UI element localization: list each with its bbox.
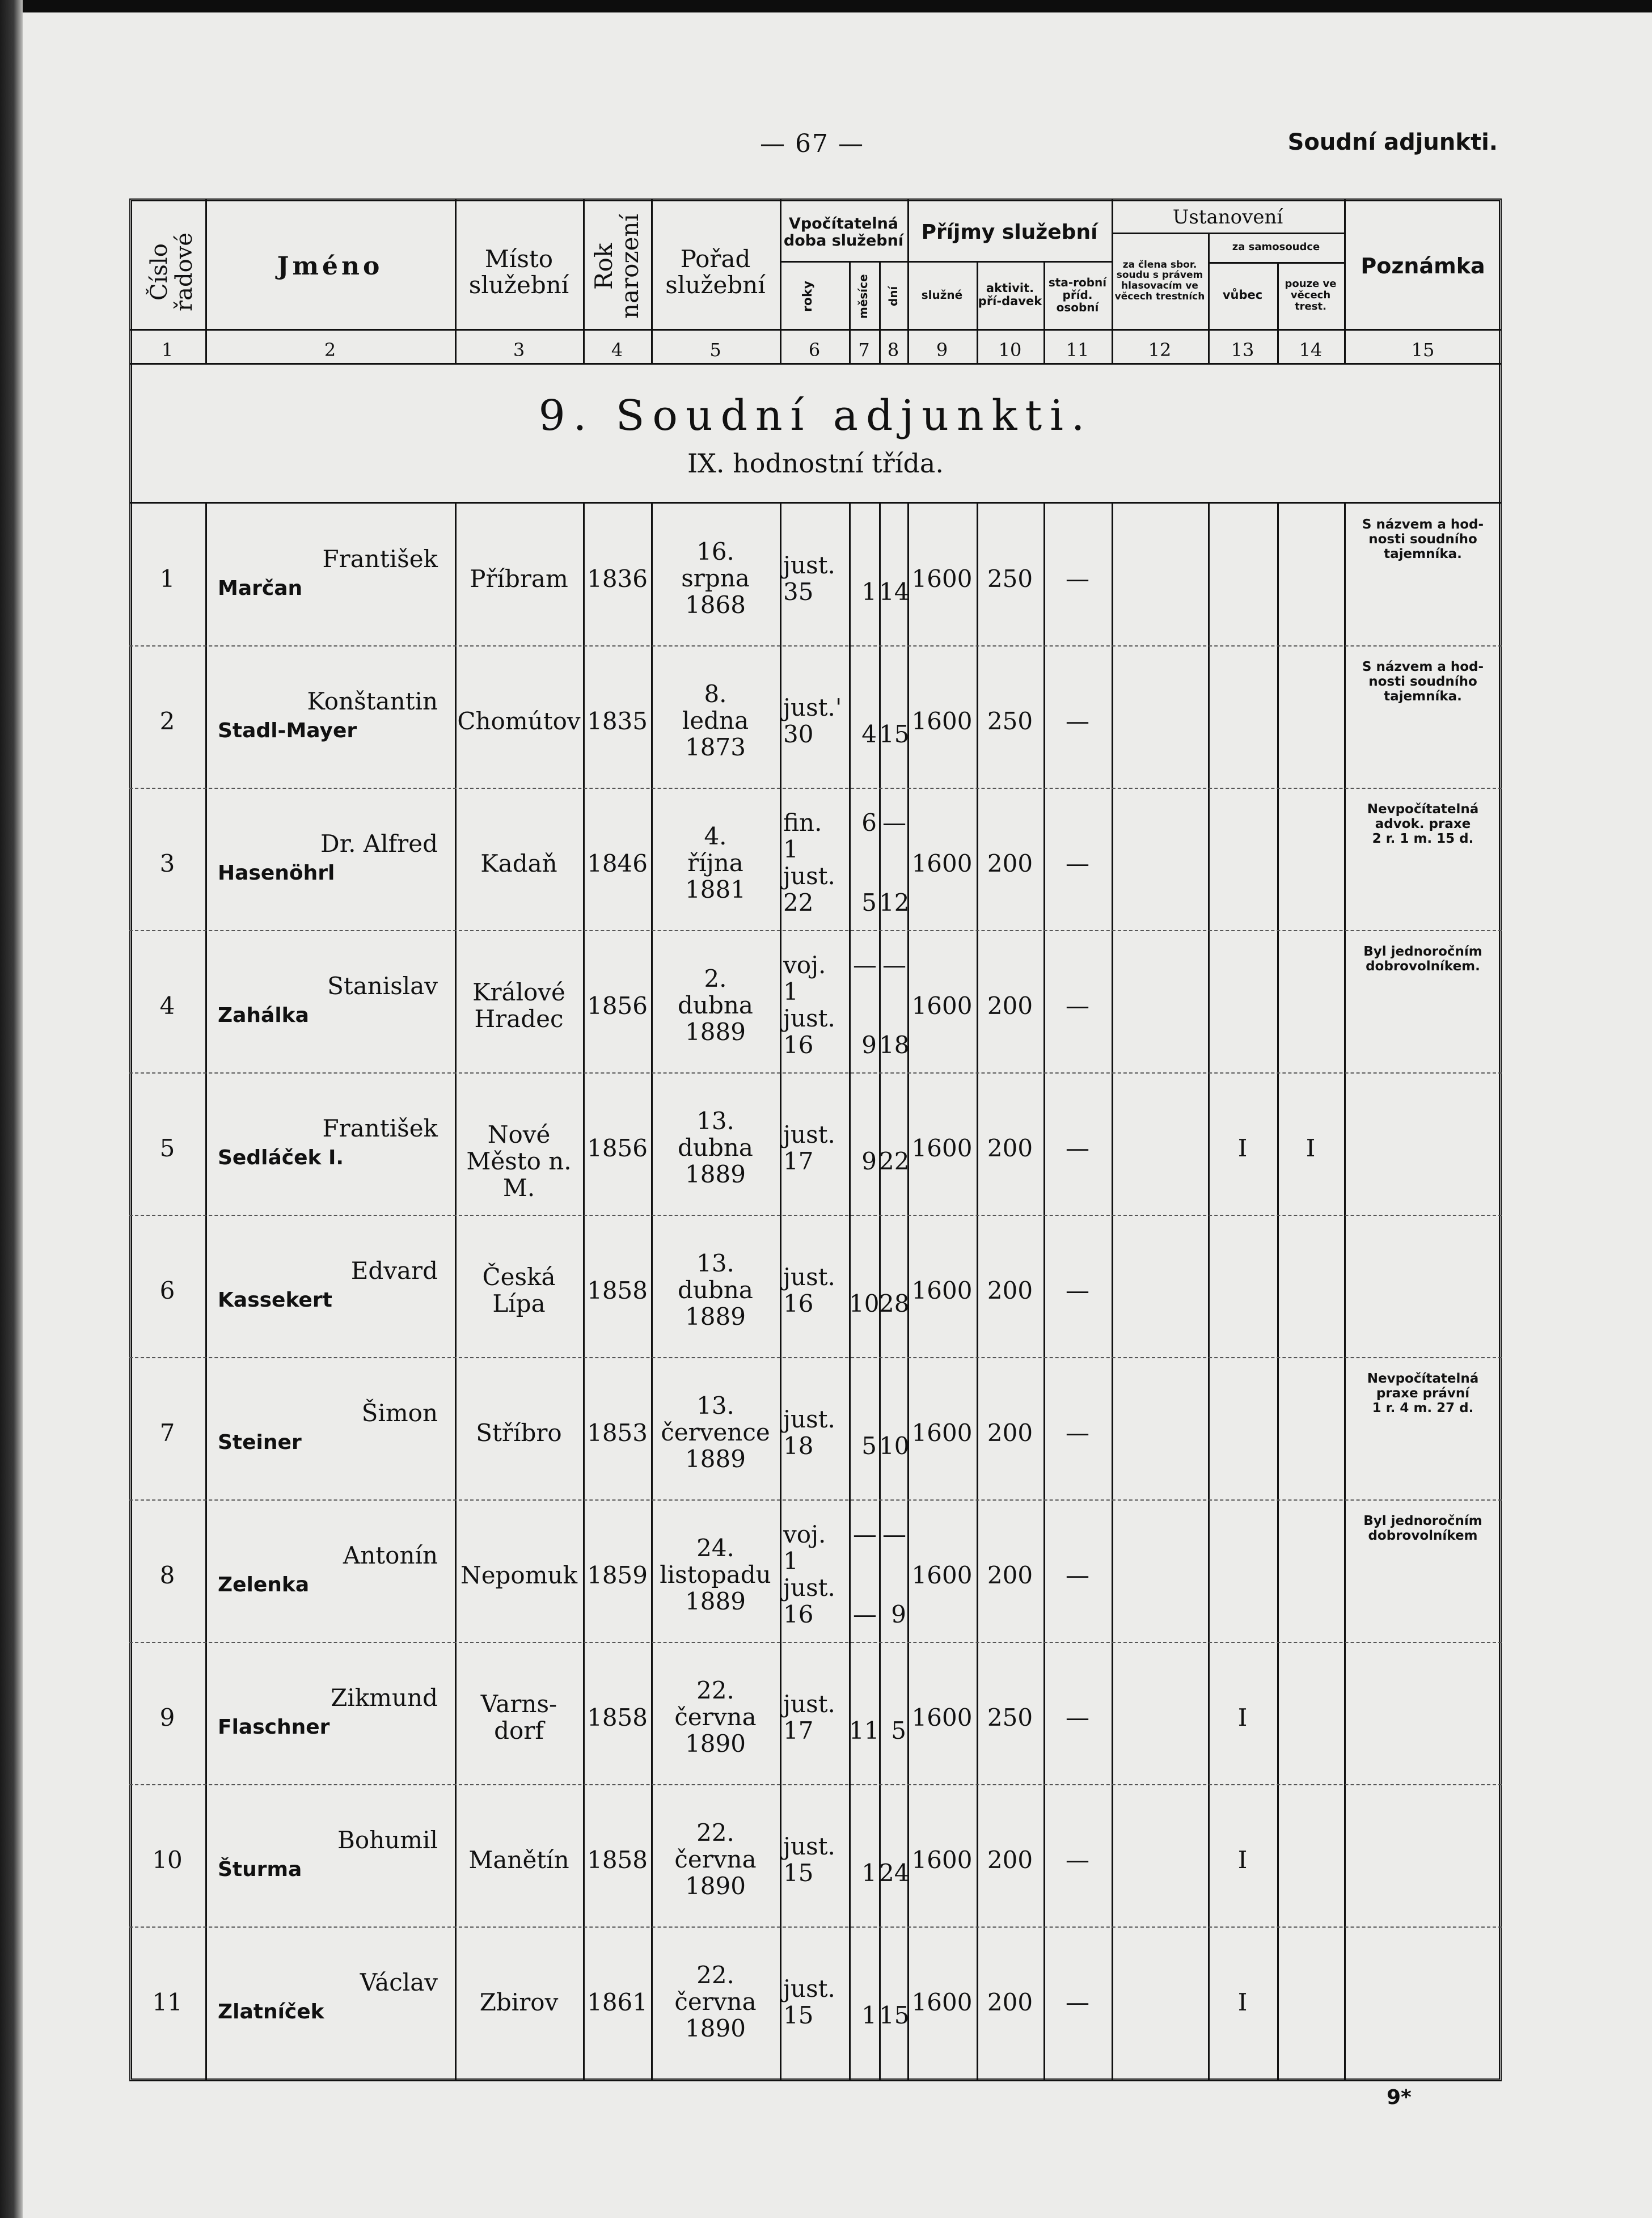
column-rule bbox=[1112, 502, 1113, 2081]
remark: Nevpočítatelná advok. praxe 2 r. 1 m. 15 d. bbox=[1367, 802, 1479, 846]
surname: Steiner bbox=[218, 1430, 302, 1454]
given-name: Dr. Alfred bbox=[320, 829, 438, 857]
col-personal-header: sta-robní příd. osobní bbox=[1048, 276, 1107, 314]
activity-bonus: 250 bbox=[987, 564, 1033, 593]
column-number: 2 bbox=[324, 339, 336, 361]
service-days: — 18 bbox=[879, 950, 910, 1059]
remark: Nevpočítatelná praxe právní 1 r. 4 m. 27 d. bbox=[1367, 1371, 1479, 1416]
column-rule bbox=[780, 502, 781, 2081]
scan-edge-top bbox=[0, 0, 1652, 12]
given-name: Bohumil bbox=[337, 1826, 438, 1854]
surname: Zelenka bbox=[218, 1573, 310, 1596]
single-judge-general: I bbox=[1237, 1703, 1248, 1731]
column-number: 6 bbox=[808, 339, 821, 361]
column-number: 4 bbox=[611, 339, 623, 361]
subheader-rule bbox=[780, 261, 907, 263]
service-months: 1 bbox=[861, 577, 877, 606]
row-separator bbox=[129, 1215, 1502, 1216]
duty-station: Stříbro bbox=[476, 1418, 562, 1447]
birth-year: 1856 bbox=[587, 991, 648, 1020]
duty-station: Příbram bbox=[470, 564, 568, 593]
service-years: voj. 1 just. 16 bbox=[783, 1520, 835, 1628]
duty-station: Nepomuk bbox=[460, 1561, 578, 1589]
column-number: 9 bbox=[936, 339, 948, 361]
activity-bonus: 200 bbox=[987, 1845, 1033, 1874]
col-general-header: vůbec bbox=[1222, 288, 1263, 302]
remark: Byl jednoročním dobrovolníkem bbox=[1363, 1514, 1482, 1543]
col-name-header: Jméno bbox=[277, 251, 383, 281]
surname: Kassekert bbox=[218, 1288, 332, 1312]
given-name: Konštantin bbox=[307, 687, 438, 715]
column-number: 5 bbox=[709, 339, 721, 361]
scan-edge-left bbox=[0, 0, 23, 2218]
col-tribunal-header: za člena sbor. soudu s právem hlasovacím ve věcech trestních bbox=[1114, 259, 1205, 302]
surname: Zlatníček bbox=[218, 2000, 324, 2023]
column-number: 8 bbox=[887, 339, 899, 361]
service-days: 5 bbox=[891, 1716, 906, 1744]
col-place-header: Místo služební bbox=[468, 244, 569, 299]
service-years: just. 18 bbox=[783, 1405, 835, 1460]
duty-station: Kadaň bbox=[480, 849, 557, 877]
signature-mark: 9* bbox=[1387, 2086, 1412, 2109]
row-number: 5 bbox=[159, 1134, 175, 1162]
personal-bonus: — bbox=[1066, 1561, 1089, 1589]
row-number: 10 bbox=[152, 1845, 183, 1874]
personal-bonus: — bbox=[1066, 1845, 1089, 1874]
activity-bonus: 200 bbox=[987, 1134, 1033, 1162]
salary: 1600 bbox=[911, 1561, 973, 1589]
personal-bonus: — bbox=[1066, 1134, 1089, 1162]
column-number: 14 bbox=[1299, 339, 1323, 361]
section-subtitle: IX. hodnostní třída. bbox=[687, 448, 944, 479]
birth-year: 1836 bbox=[587, 564, 648, 593]
given-name: Stanislav bbox=[327, 971, 438, 1000]
column-number: 13 bbox=[1231, 339, 1254, 361]
col-note-header: Poznámka bbox=[1361, 254, 1485, 279]
salary: 1600 bbox=[911, 1988, 973, 2016]
service-rank-date: 13. července 1889 bbox=[661, 1391, 770, 1473]
remark: Byl jednoročním dobrovolníkem. bbox=[1363, 944, 1482, 974]
salary: 1600 bbox=[911, 1845, 973, 1874]
service-months: 11 bbox=[849, 1716, 880, 1744]
column-number: 15 bbox=[1411, 339, 1435, 361]
column-rule bbox=[1208, 502, 1210, 2081]
service-days: 10 bbox=[879, 1431, 910, 1460]
service-months: 1 bbox=[861, 1858, 877, 1887]
col-born-header: Rok narození bbox=[589, 214, 644, 319]
duty-station: Nové Město n. M. bbox=[466, 1120, 572, 1202]
salary: 1600 bbox=[911, 1703, 973, 1731]
service-years: fin. 1 just. 22 bbox=[783, 808, 835, 916]
salary: 1600 bbox=[911, 1276, 973, 1304]
col-rank-header: Pořad služební bbox=[665, 244, 766, 299]
service-months: 4 bbox=[861, 720, 877, 748]
birth-year: 1835 bbox=[587, 707, 648, 735]
surname: Marčan bbox=[218, 576, 303, 600]
column-number: 3 bbox=[513, 339, 525, 361]
service-days: 15 bbox=[879, 720, 910, 748]
row-separator bbox=[129, 645, 1502, 647]
row-separator bbox=[129, 1784, 1502, 1785]
row-number: 2 bbox=[159, 707, 175, 735]
col-service-time-header: Vpočítatelná doba služební bbox=[783, 215, 904, 250]
row-number: 9 bbox=[159, 1703, 175, 1731]
service-months: 10 bbox=[849, 1289, 880, 1317]
service-rank-date: 22. června 1890 bbox=[674, 1818, 757, 1900]
duty-station: Manětín bbox=[468, 1845, 569, 1874]
col-salary-header: služné bbox=[921, 288, 963, 302]
col-income-header: Příjmy služební bbox=[921, 221, 1098, 244]
row-number: 8 bbox=[159, 1561, 175, 1589]
service-rank-date: 4. října 1881 bbox=[685, 822, 746, 903]
header-number-rule bbox=[129, 363, 1502, 365]
personal-bonus: — bbox=[1066, 1276, 1089, 1304]
personal-bonus: — bbox=[1066, 1418, 1089, 1447]
birth-year: 1858 bbox=[587, 1703, 648, 1731]
duty-station: Česká Lípa bbox=[482, 1262, 556, 1317]
page-number: — 67 — bbox=[760, 129, 864, 158]
row-number: 1 bbox=[159, 564, 175, 593]
col-appointment-header: Ustanovení bbox=[1172, 206, 1283, 229]
surname: Sedláček I. bbox=[218, 1146, 344, 1169]
column-number: 11 bbox=[1066, 339, 1089, 361]
column-rule bbox=[1344, 502, 1346, 2081]
salary: 1600 bbox=[911, 991, 973, 1020]
service-years: just.' 30 bbox=[783, 693, 842, 748]
service-years: voj. 1 just. 16 bbox=[783, 950, 835, 1059]
section-title: 9. Soudní adjunkti. bbox=[538, 391, 1093, 440]
row-number: 3 bbox=[159, 849, 175, 877]
duty-station: Zbirov bbox=[479, 1988, 559, 2016]
given-name: František bbox=[322, 1114, 438, 1142]
service-rank-date: 13. dubna 1889 bbox=[678, 1249, 753, 1330]
row-separator bbox=[129, 788, 1502, 789]
activity-bonus: 200 bbox=[987, 1561, 1033, 1589]
personal-bonus: — bbox=[1066, 564, 1089, 593]
birth-year: 1853 bbox=[587, 1418, 648, 1447]
column-number: 10 bbox=[998, 339, 1022, 361]
service-years: just. 15 bbox=[783, 1832, 835, 1887]
col-number-header: Číslo řadové bbox=[146, 233, 197, 312]
col-bonus-header: aktivit. pří-davek bbox=[978, 281, 1042, 308]
salary: 1600 bbox=[911, 564, 973, 593]
salary: 1600 bbox=[911, 1134, 973, 1162]
duty-station: Varns- dorf bbox=[480, 1689, 557, 1744]
service-years: just. 15 bbox=[783, 1974, 835, 2029]
service-months: 9 bbox=[861, 1147, 877, 1175]
surname: Šturma bbox=[218, 1857, 302, 1881]
column-number: 7 bbox=[858, 339, 870, 361]
service-years: just. 17 bbox=[783, 1689, 835, 1744]
service-rank-date: 2. dubna 1889 bbox=[678, 964, 753, 1046]
duty-station: Králové Hradec bbox=[472, 978, 565, 1033]
row-separator bbox=[129, 930, 1502, 931]
surname: Flaschner bbox=[218, 1715, 330, 1739]
surname: Hasenöhrl bbox=[218, 861, 335, 885]
header-rule bbox=[129, 329, 1502, 331]
birth-year: 1858 bbox=[587, 1845, 648, 1874]
birth-year: 1861 bbox=[587, 1988, 648, 2016]
remark: S názvem a hod- nosti soudního tajemníka. bbox=[1362, 660, 1484, 704]
personal-bonus: — bbox=[1066, 1703, 1089, 1731]
activity-bonus: 250 bbox=[987, 1703, 1033, 1731]
row-separator bbox=[129, 1927, 1502, 1928]
service-rank-date: 22. června 1890 bbox=[674, 1961, 757, 2042]
service-months: — 9 bbox=[853, 950, 877, 1059]
service-days: 22 bbox=[879, 1147, 910, 1175]
single-judge-general: I bbox=[1237, 1988, 1248, 2016]
single-judge-criminal: I bbox=[1305, 1134, 1316, 1162]
activity-bonus: 200 bbox=[987, 1418, 1033, 1447]
service-days: — 12 bbox=[879, 808, 910, 916]
given-name: Antonín bbox=[343, 1541, 438, 1569]
given-name: Zikmund bbox=[331, 1683, 438, 1712]
column-number: 12 bbox=[1148, 339, 1172, 361]
personal-bonus: — bbox=[1066, 1988, 1089, 2016]
activity-bonus: 200 bbox=[987, 849, 1033, 877]
personal-bonus: — bbox=[1066, 991, 1089, 1020]
activity-bonus: 200 bbox=[987, 1988, 1033, 2016]
service-days: 14 bbox=[879, 577, 910, 606]
birth-year: 1856 bbox=[587, 1134, 648, 1162]
section-rule bbox=[129, 502, 1502, 504]
service-rank-date: 16. srpna 1868 bbox=[681, 537, 750, 619]
duty-station: Chomútov bbox=[457, 707, 581, 735]
col-months-header: měsíce bbox=[856, 274, 870, 319]
personal-bonus: — bbox=[1066, 707, 1089, 735]
service-days: — 9 bbox=[882, 1520, 906, 1628]
personal-bonus: — bbox=[1066, 849, 1089, 877]
given-name: Šimon bbox=[361, 1399, 438, 1427]
row-separator bbox=[129, 1357, 1502, 1358]
service-days: 24 bbox=[879, 1858, 910, 1887]
birth-year: 1859 bbox=[587, 1561, 648, 1589]
service-days: 28 bbox=[879, 1289, 910, 1317]
birth-year: 1858 bbox=[587, 1276, 648, 1304]
row-number: 7 bbox=[159, 1418, 175, 1447]
service-days: 15 bbox=[879, 2001, 910, 2029]
activity-bonus: 200 bbox=[987, 991, 1033, 1020]
salary: 1600 bbox=[911, 707, 973, 735]
single-judge-general: I bbox=[1237, 1845, 1248, 1874]
given-name: Edvard bbox=[350, 1256, 438, 1285]
salary: 1600 bbox=[911, 1418, 973, 1447]
activity-bonus: 250 bbox=[987, 707, 1033, 735]
col-single-judge-header: za samosoudce bbox=[1232, 241, 1320, 254]
col-years-header: roky bbox=[800, 281, 815, 312]
row-separator bbox=[129, 1499, 1502, 1501]
service-rank-date: 24. listopadu 1889 bbox=[660, 1533, 771, 1615]
row-number: 4 bbox=[159, 991, 175, 1020]
activity-bonus: 200 bbox=[987, 1276, 1033, 1304]
service-months: — — bbox=[853, 1520, 877, 1628]
service-months: 6 5 bbox=[861, 808, 877, 916]
col-days-header: dní bbox=[886, 286, 900, 307]
column-rule bbox=[1277, 502, 1279, 2081]
row-number: 11 bbox=[152, 1988, 183, 2016]
service-months: 5 bbox=[861, 1431, 877, 1460]
surname: Zahálka bbox=[218, 1003, 309, 1027]
service-months: 1 bbox=[861, 2001, 877, 2029]
service-rank-date: 13. dubna 1889 bbox=[678, 1106, 753, 1188]
service-rank-date: 8. ledna 1873 bbox=[682, 679, 749, 761]
service-years: just. 35 bbox=[783, 551, 835, 606]
birth-year: 1846 bbox=[587, 849, 648, 877]
surname: Stadl-Mayer bbox=[218, 719, 357, 742]
running-head: Soudní adjunkti. bbox=[1287, 129, 1498, 155]
given-name: Václav bbox=[360, 1968, 438, 1996]
col-criminal-header: pouze ve věcech trest. bbox=[1285, 278, 1337, 312]
row-separator bbox=[129, 1072, 1502, 1074]
service-rank-date: 22. června 1890 bbox=[674, 1676, 757, 1757]
remark: S názvem a hod- nosti soudního tajemníka. bbox=[1362, 517, 1484, 561]
service-years: just. 17 bbox=[783, 1120, 835, 1175]
salary: 1600 bbox=[911, 849, 973, 877]
row-separator bbox=[129, 1642, 1502, 1643]
column-number: 1 bbox=[161, 339, 174, 361]
service-years: just. 16 bbox=[783, 1262, 835, 1317]
single-judge-general: I bbox=[1237, 1134, 1248, 1162]
row-number: 6 bbox=[159, 1276, 175, 1304]
given-name: František bbox=[322, 544, 438, 573]
